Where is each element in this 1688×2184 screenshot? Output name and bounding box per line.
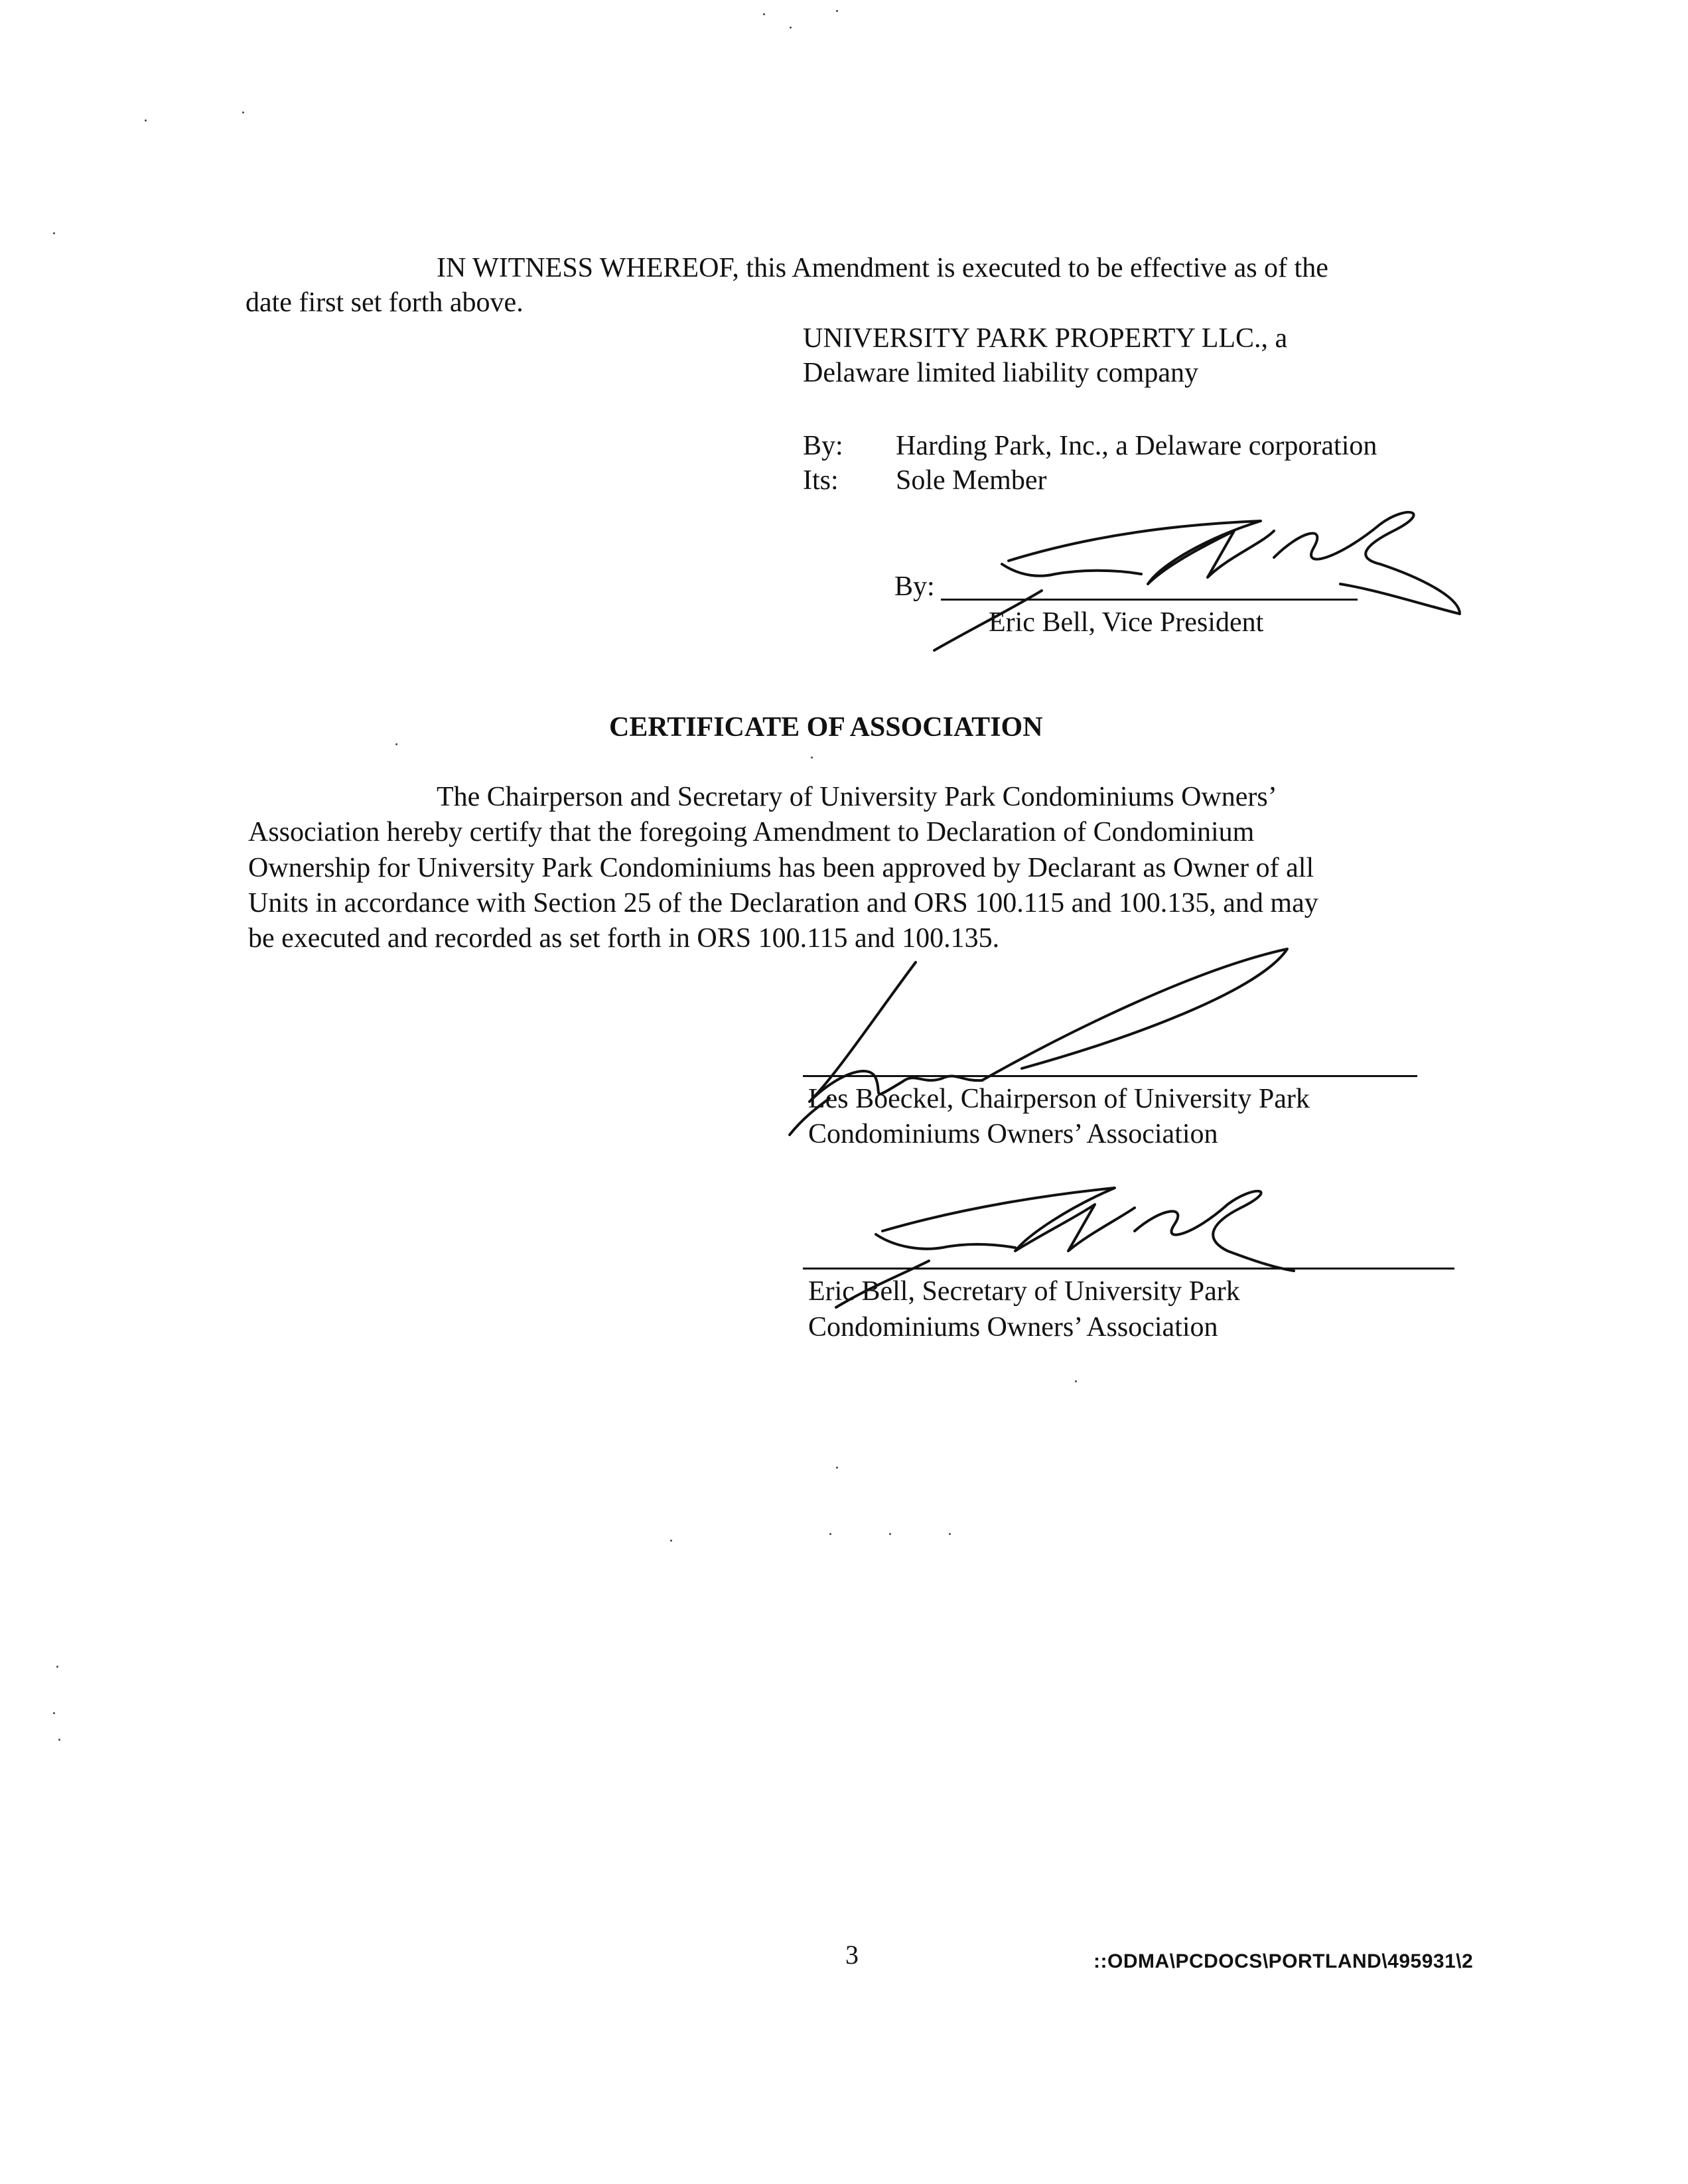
- secretary-signature-line: [803, 1268, 1454, 1270]
- scan-speck: [53, 1712, 55, 1714]
- company-name-line-2: Delaware limited liability company: [803, 358, 1198, 388]
- signature-by-label: By:: [894, 571, 935, 602]
- secretary-org: Condominiums Owners’ Association: [808, 1312, 1218, 1343]
- scan-speck: [58, 1739, 60, 1741]
- witness-line-2: date first set forth above.: [246, 287, 524, 318]
- certificate-line-3: Ownership for University Park Condominiums has been approved by Declarant as Owner of all: [248, 853, 1314, 883]
- scan-speck: [1075, 1380, 1077, 1382]
- scan-speck: [145, 119, 147, 121]
- scan-speck: [670, 1540, 672, 1542]
- signatory-vice-president: Eric Bell, Vice President: [989, 607, 1264, 638]
- scan-speck: [811, 757, 813, 759]
- certificate-line-4: Units in accordance with Section 25 of the Declaration and ORS 100.115 and 100.135, and may: [248, 888, 1318, 918]
- by-value: Harding Park, Inc., a Delaware corporation: [896, 431, 1377, 461]
- scan-speck: [242, 111, 244, 113]
- certificate-line-2: Association hereby certify that the foregoing Amendment to Declaration of Condominium: [248, 817, 1255, 847]
- scan-speck: [56, 1666, 58, 1668]
- certificate-line-5: be executed and recorded as set forth in ORS 100.115 and 100.135.: [248, 923, 1000, 954]
- chairperson-org: Condominiums Owners’ Association: [808, 1119, 1218, 1149]
- scan-speck: [836, 10, 838, 12]
- secretary-name: Eric Bell, Secretary of University Park: [808, 1276, 1240, 1307]
- scan-speck: [763, 13, 765, 15]
- its-label: Its:: [803, 465, 839, 496]
- scan-speck: [889, 1533, 891, 1535]
- company-name-line-1: UNIVERSITY PARK PROPERTY LLC., a: [803, 323, 1288, 354]
- scan-speck: [395, 743, 397, 745]
- scan-speck: [829, 1533, 831, 1535]
- page-number: 3: [845, 1940, 859, 1970]
- scan-speck: [53, 232, 55, 234]
- document-path: ::ODMA\PCDOCS\PORTLAND\495931\2: [1093, 1950, 1474, 1972]
- chairperson-name: Les Boeckel, Chairperson of University Park: [808, 1084, 1310, 1114]
- certificate-line-1: The Chairperson and Secretary of University Park Condominiums Owners’: [437, 782, 1277, 812]
- its-value: Sole Member: [896, 465, 1047, 496]
- chairperson-signature-line: [803, 1075, 1417, 1077]
- eric-bell-signature-1: [929, 484, 1473, 657]
- by-label: By:: [803, 431, 843, 461]
- scan-speck: [836, 1467, 838, 1469]
- certificate-heading: CERTIFICATE OF ASSOCIATION: [609, 712, 1043, 743]
- scan-speck: [949, 1533, 951, 1535]
- scan-speck: [790, 27, 792, 29]
- witness-line-1: IN WITNESS WHEREOF, this Amendment is executed to be effective as of the: [437, 253, 1328, 283]
